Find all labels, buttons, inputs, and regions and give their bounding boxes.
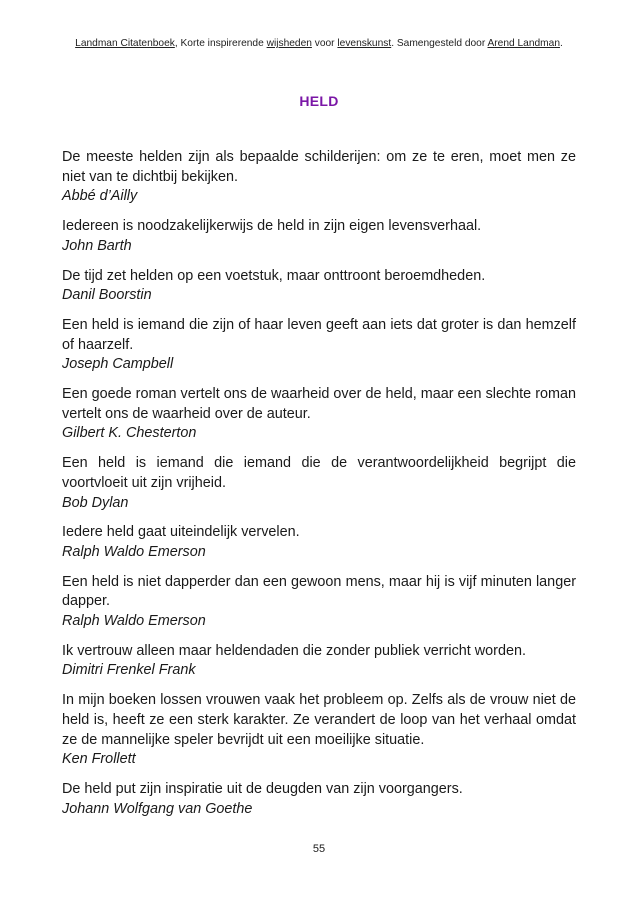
quote-author: John Barth xyxy=(62,237,132,254)
quote-text: Een held is iemand die zijn of haar leven geeft aan iets dat groter is dan hemzelf of haarzelf. xyxy=(62,316,576,353)
quote-item xyxy=(62,454,576,513)
quote-item xyxy=(62,691,576,770)
quote-text: In mijn boeken lossen vrouwen vaak het probleem op. Zelfs als de vrouw niet de held is, heeft ze een sterk karakter. Ze verandert de loop van het verhaal omdat ze de mannelijke speler bevrijdt uit een moeilijke situatie. xyxy=(62,692,576,748)
quote-item xyxy=(62,148,576,207)
quote-item xyxy=(62,385,576,444)
quote-author: Dimitri Frenkel Frank xyxy=(62,662,196,679)
quote-text: Een goede roman vertelt ons de waarheid over de held, maar een slechte roman vertelt ons de waarheid over de auteur. xyxy=(62,386,576,422)
header-text: . xyxy=(559,38,563,49)
wijsheden-link[interactable]: wijsheden xyxy=(266,38,312,49)
page-number: 55 xyxy=(312,843,326,855)
header-text: voor xyxy=(311,38,338,49)
quote-text: Ik vertrouw alleen maar heldendaden die zonder publiek verricht worden. xyxy=(62,642,526,659)
quote-text: Iedereen is noodzakelijkerwijs de held in zijn eigen levensverhaal. xyxy=(62,218,482,235)
levenskunst-link[interactable]: levenskunst xyxy=(337,38,392,49)
quote-author: Ralph Waldo Emerson xyxy=(62,613,206,630)
quote-list xyxy=(62,148,576,829)
quote-text: De held put zijn inspiratie uit de deugden van zijn voorgangers. xyxy=(62,780,463,797)
quote-item xyxy=(62,780,576,819)
quote-text: Een held is iemand die iemand die de verantwoordelijkheid begrijpt die voortvloeit uit zijn vrijheid. xyxy=(62,455,576,491)
quote-text: Een held is niet dapperder dan een gewoon mens, maar hij is vijf minuten langer dapper. xyxy=(62,573,576,610)
quote-author: Ralph Waldo Emerson xyxy=(62,543,206,560)
quote-author: Johann Wolfgang van Goethe xyxy=(62,800,253,817)
author-link[interactable]: Arend Landman xyxy=(487,38,560,49)
section-title: HELD xyxy=(299,93,339,109)
quote-author: Abbé d’Ailly xyxy=(62,188,138,205)
quote-item xyxy=(62,642,576,681)
quote-text: Iedere held gaat uiteindelijk vervelen. xyxy=(62,524,300,541)
quote-item xyxy=(62,316,576,375)
quote-item xyxy=(62,217,576,256)
quote-author: Danil Boorstin xyxy=(62,287,152,304)
quote-text: De meeste helden zijn als bepaalde schilderijen: om ze te eren, moet men ze niet van te dichtbij bekijken. xyxy=(62,149,576,185)
quote-item xyxy=(62,573,576,632)
quote-author: Gilbert K. Chesterton xyxy=(62,425,197,442)
quote-author: Bob Dylan xyxy=(62,494,129,511)
quote-item xyxy=(62,267,576,306)
header-text: , Korte inspirerende xyxy=(174,38,267,49)
book-title-link[interactable]: Landman Citatenboek xyxy=(75,38,175,49)
quote-author: Joseph Campbell xyxy=(62,356,174,373)
quote-text: De tijd zet helden op een voetstuk, maar onttroont beroemdheden. xyxy=(62,267,486,284)
quote-author: Ken Frollett xyxy=(62,751,136,768)
header-text: . Samengesteld door xyxy=(391,38,488,49)
page-header xyxy=(0,38,638,49)
quote-item xyxy=(62,523,576,562)
